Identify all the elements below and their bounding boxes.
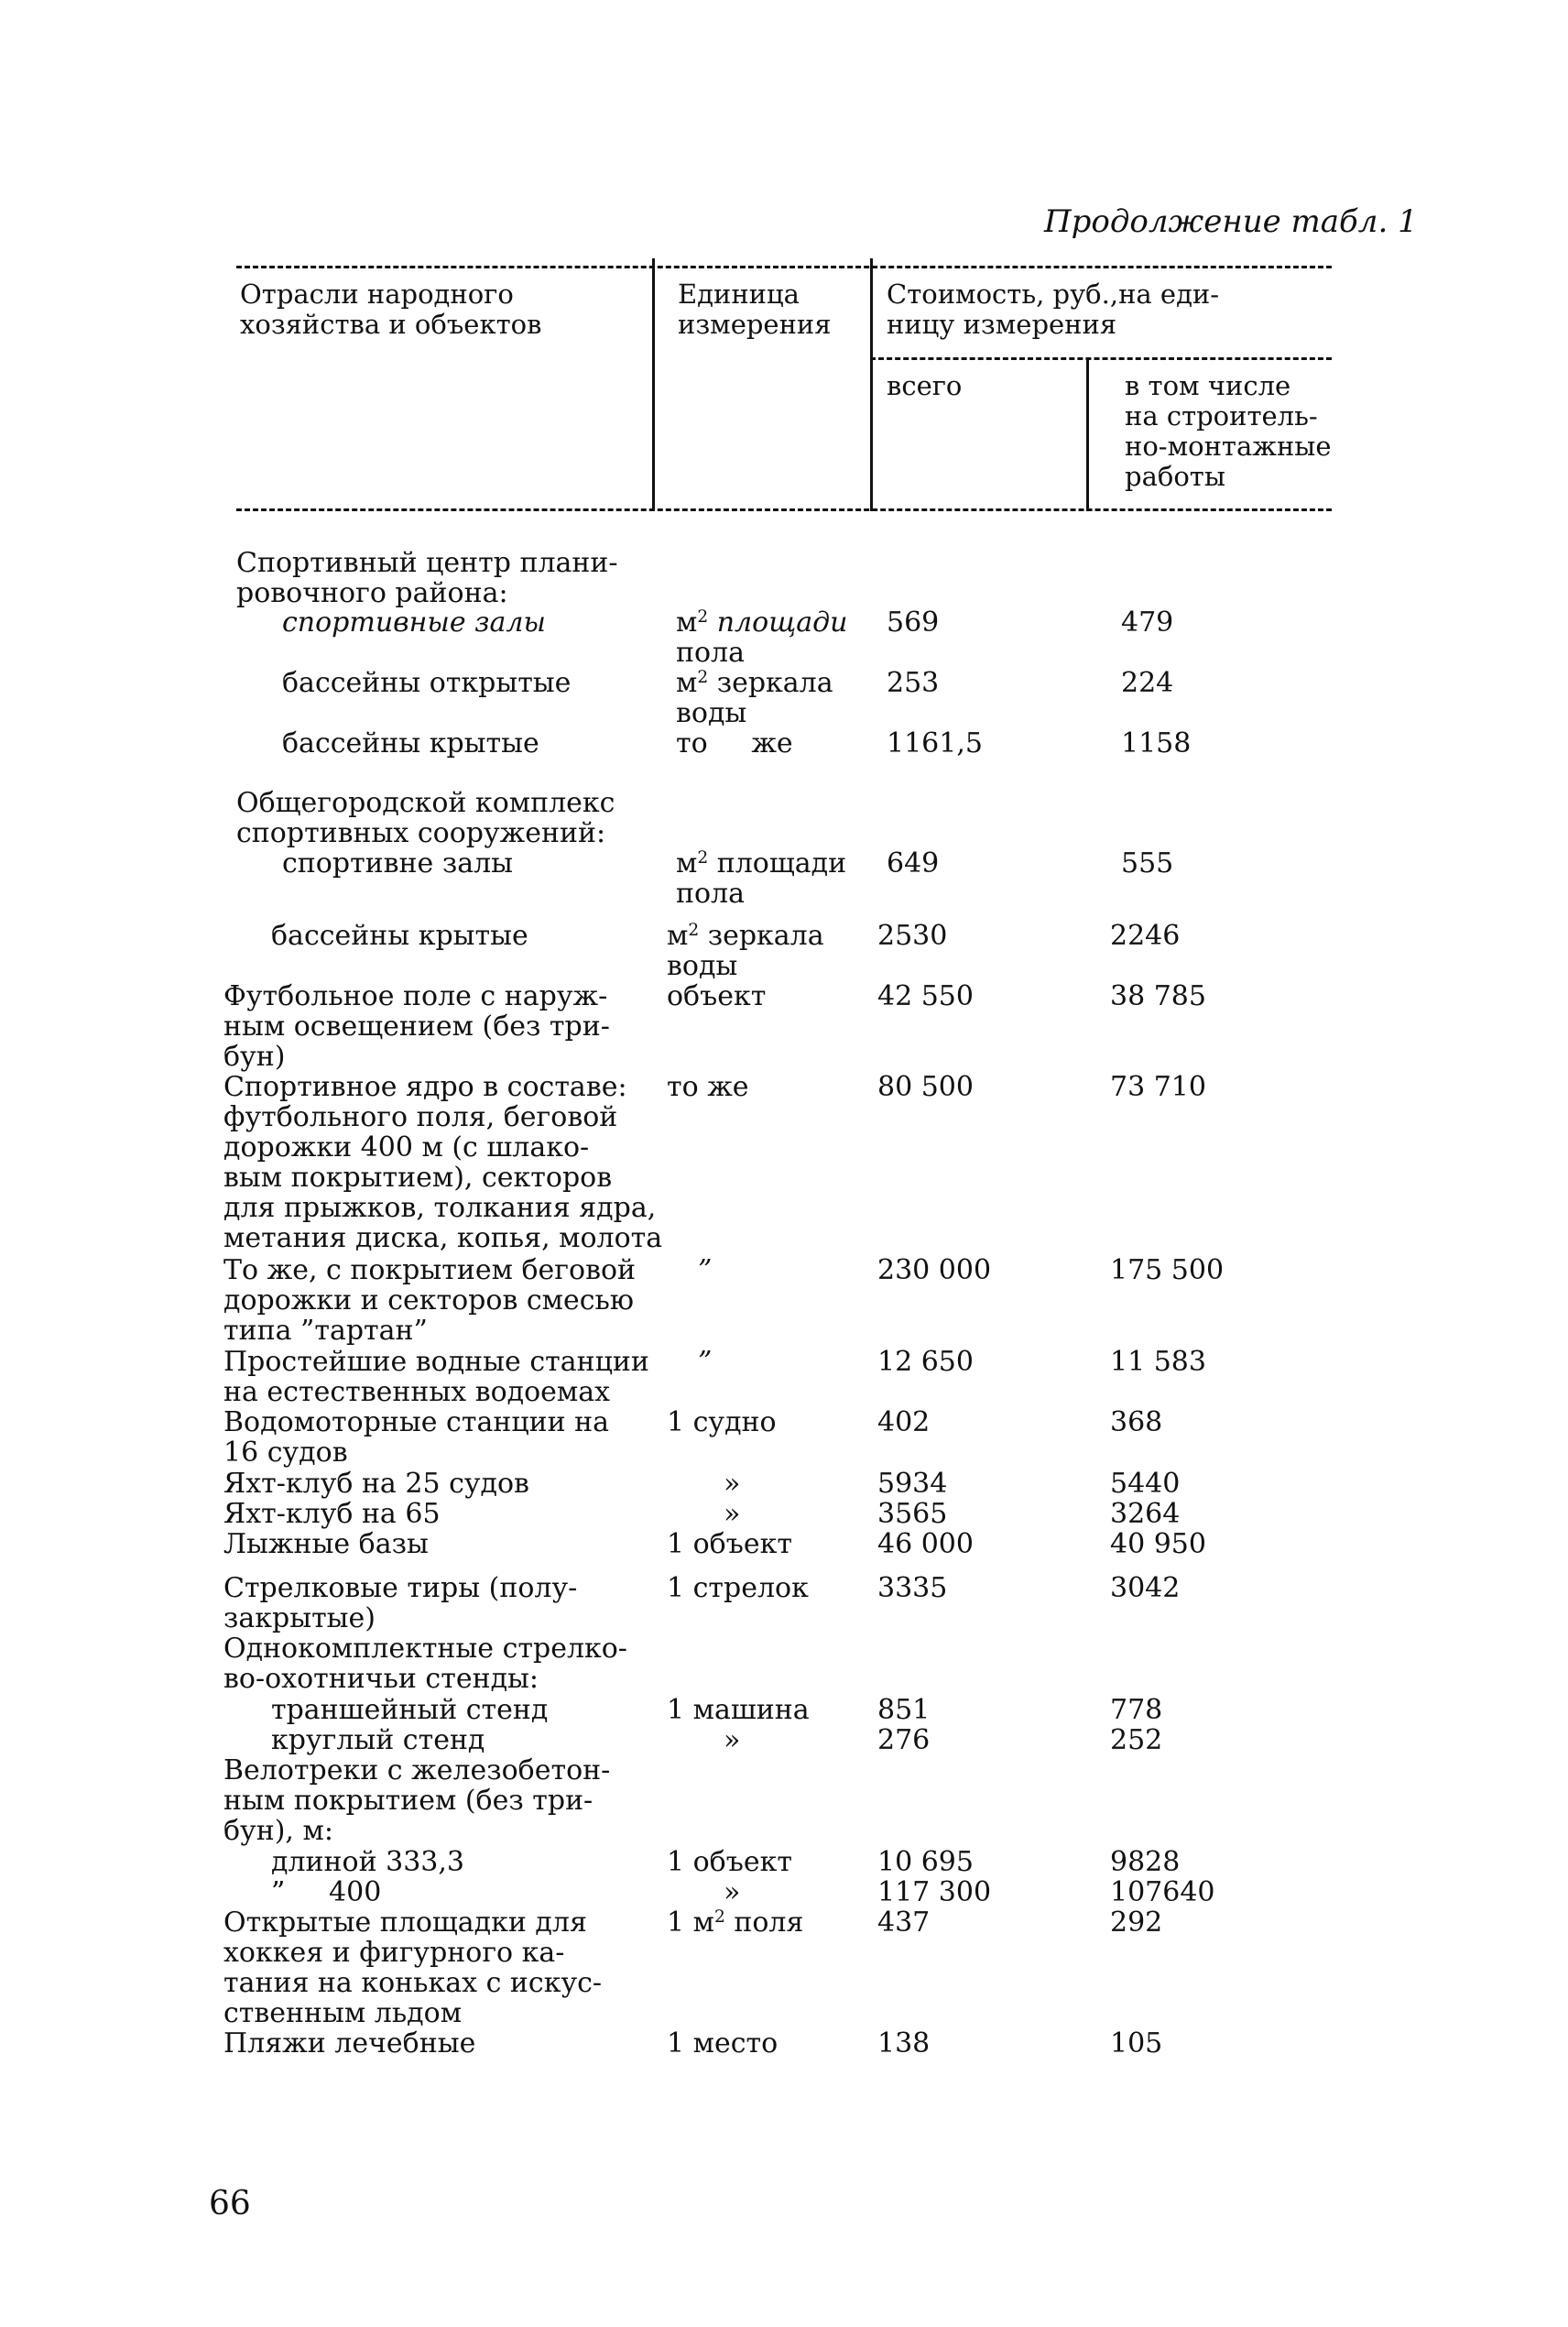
row-unit: 1 $м^2$ поля xyxy=(667,1906,804,1939)
row-name: Общегородской комплекс спортивных сооружений: xyxy=(236,787,615,849)
header-construction: в том числе на строитель- но-монтажные работы xyxy=(1125,370,1332,492)
row-construction: 555 xyxy=(1121,847,1174,879)
row-total: 649 xyxy=(887,847,940,879)
row-total: 402 xyxy=(877,1406,931,1438)
row-unit: ” xyxy=(698,1254,713,1286)
row-construction: 5440 xyxy=(1110,1468,1181,1500)
row-total: 3335 xyxy=(877,1572,948,1604)
row-name: Пляжи лечебные xyxy=(223,2027,476,2059)
row-name: Лыжные базы xyxy=(223,1528,429,1560)
row-unit: объект xyxy=(667,980,767,1012)
page-number: 66 xyxy=(209,2185,251,2223)
row-name: длиной 333,3 xyxy=(271,1846,464,1878)
row-unit: » xyxy=(724,1498,741,1530)
row-construction: 368 xyxy=(1110,1406,1163,1438)
row-name: Простейшие водные станции на естественных водоемах xyxy=(223,1346,649,1408)
row-construction: 2246 xyxy=(1110,920,1181,952)
row-construction: 479 xyxy=(1121,606,1174,639)
table-continuation-caption: Продолжение табл. 1 xyxy=(1044,203,1418,240)
row-name: спортивные залы xyxy=(282,606,546,639)
row-unit: то же xyxy=(667,1071,749,1103)
row-total: 138 xyxy=(877,2027,931,2059)
row-name: бассейны открытые xyxy=(282,667,572,699)
column-divider-1 xyxy=(652,258,655,511)
row-total: 851 xyxy=(877,1694,931,1726)
row-construction: 38 785 xyxy=(1110,980,1206,1012)
subheader-rule xyxy=(870,357,1332,360)
row-name: Стрелковые тиры (полу- закрытые) xyxy=(223,1572,578,1634)
row-total: 5934 xyxy=(877,1468,948,1500)
row-total: 569 xyxy=(887,606,940,639)
row-total: 253 xyxy=(887,667,940,699)
row-construction: 9828 xyxy=(1110,1846,1181,1878)
row-unit: 1 объект xyxy=(667,1528,792,1560)
row-unit: 1 стрелок xyxy=(667,1572,809,1604)
row-unit: то же xyxy=(676,727,793,759)
row-construction: 40 950 xyxy=(1110,1528,1206,1560)
row-construction: 224 xyxy=(1121,667,1174,699)
row-total: 46 000 xyxy=(877,1528,974,1560)
row-name: То же, с покрытием беговой дорожки и секторов смесью типа ”тартан” xyxy=(223,1254,637,1347)
row-unit: » xyxy=(724,1468,741,1500)
row-name: бассейны крытые xyxy=(282,727,539,759)
row-unit: 1 объект xyxy=(667,1846,792,1878)
row-unit: $м^2$ площади пола xyxy=(676,847,847,910)
row-construction: 175 500 xyxy=(1110,1254,1225,1286)
row-construction: 73 710 xyxy=(1110,1071,1206,1103)
column-divider-2 xyxy=(870,258,873,511)
row-construction: 107640 xyxy=(1110,1876,1215,1908)
row-construction: 1158 xyxy=(1121,727,1192,759)
row-construction: 11 583 xyxy=(1110,1346,1206,1378)
header-cost: Стоимость, руб.,на еди- ницу измерения xyxy=(887,279,1220,340)
row-unit: 1 место xyxy=(667,2027,779,2059)
row-total: 230 000 xyxy=(877,1254,992,1286)
row-unit: $м^2$ зеркала воды xyxy=(667,920,824,982)
row-name: Яхт-клуб на 65 xyxy=(223,1498,441,1530)
row-unit: $м^2$ площади пола xyxy=(676,606,848,669)
row-unit: $м^2$ зеркала воды xyxy=(676,667,833,729)
row-total: 276 xyxy=(877,1724,931,1756)
row-name: Водомоторные станции на 16 судов xyxy=(223,1406,610,1469)
header-bottom-rule xyxy=(236,508,1332,511)
row-total: 42 550 xyxy=(877,980,974,1012)
row-unit: » xyxy=(724,1724,741,1756)
row-total: 12 650 xyxy=(877,1346,974,1378)
header-unit: Единица измерения xyxy=(678,279,832,340)
row-unit: ” xyxy=(698,1346,713,1378)
row-construction: 3042 xyxy=(1110,1572,1181,1604)
header-top-rule xyxy=(236,266,1332,268)
row-total: 10 695 xyxy=(877,1846,974,1878)
row-total: 80 500 xyxy=(877,1071,974,1103)
row-name: Яхт-клуб на 25 судов xyxy=(223,1468,529,1500)
row-total: 2530 xyxy=(877,920,948,952)
column-divider-3 xyxy=(1086,357,1089,511)
row-construction: 778 xyxy=(1110,1694,1163,1726)
row-name: Спортивный центр плани- ровочного района: xyxy=(236,547,618,609)
row-name: круглый стенд xyxy=(271,1724,485,1756)
row-construction: 252 xyxy=(1110,1724,1163,1756)
row-name: Футбольное поле с наруж- ным освещением (без три- бун) xyxy=(223,980,610,1073)
header-branch: Отрасли народного хозяйства и объектов xyxy=(240,279,542,340)
row-name: Однокомплектные стрелко- во-охотничьи стенды: xyxy=(223,1633,627,1695)
row-name: Спортивное ядро в составе: футбольного поля, беговой дорожки 400 м (с шлако- вым покрытием), секторов для прыжков, толкания ядра, метания диска, копья, молота xyxy=(223,1071,663,1254)
row-name: Велотреки с железобетон- ным покрытием (без три- бун), м: xyxy=(223,1754,611,1847)
row-total: 1161,5 xyxy=(887,727,983,759)
row-name: траншейный стенд xyxy=(271,1694,549,1726)
row-construction: 3264 xyxy=(1110,1498,1181,1530)
row-unit: » xyxy=(724,1876,741,1908)
row-construction: 105 xyxy=(1110,2027,1163,2059)
row-unit: 1 судно xyxy=(667,1406,777,1438)
row-total: 117 300 xyxy=(877,1876,992,1908)
row-total: 437 xyxy=(877,1906,931,1939)
row-total: 3565 xyxy=(877,1498,948,1530)
row-unit: 1 машина xyxy=(667,1694,810,1726)
row-name: спортивне залы xyxy=(282,847,514,879)
row-name: ” 400 xyxy=(271,1876,382,1908)
row-name: Открытые площадки для хоккея и фигурного ка- тания на коньках с искус- ственным льдом xyxy=(223,1906,603,2029)
row-name: бассейны крытые xyxy=(271,920,528,952)
header-total: всего xyxy=(887,370,963,401)
row-construction: 292 xyxy=(1110,1906,1163,1939)
